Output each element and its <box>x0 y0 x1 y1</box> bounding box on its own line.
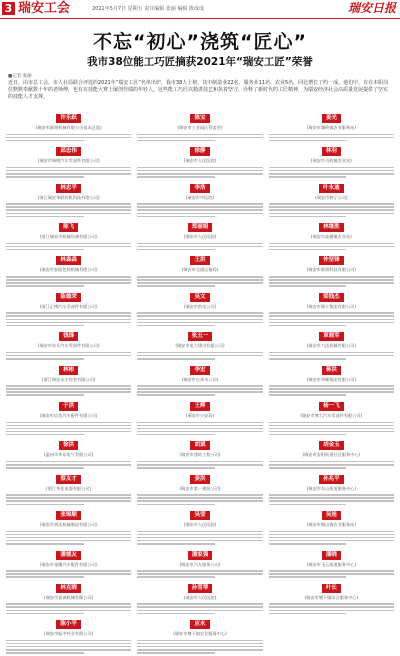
craftsman-affiliation: (瑞安市东升汽车零部件有限公司) <box>37 343 100 349</box>
craftsman-name-badge: 林森森 <box>56 256 81 265</box>
craftsman-bio-text <box>137 602 262 614</box>
craftsman-affiliation: (瑞安市博大汽车零部件有限公司) <box>300 412 363 418</box>
craftsman-entry <box>269 366 394 396</box>
craftsman-bio-text <box>137 311 262 326</box>
craftsman-entry <box>137 441 262 468</box>
craftsman-entry <box>137 402 262 435</box>
craftsman-bio-text <box>269 569 394 578</box>
craftsman-entry <box>269 256 394 286</box>
craftsman-bio-text <box>137 241 262 250</box>
craftsman-entry <box>269 293 394 326</box>
column-3 <box>269 114 394 654</box>
craftsman-entry <box>269 332 394 359</box>
craftsman-entry <box>137 475 262 505</box>
craftsman-entry <box>137 184 262 217</box>
craftsman-affiliation: (瑞安市中医院) <box>185 194 215 200</box>
column-1 <box>6 114 131 654</box>
craftsman-affiliation: (瑞安市人民医院) <box>183 234 217 240</box>
craftsman-name-badge: 林忠平 <box>56 184 81 193</box>
craftsman-name-badge: 吴连 <box>322 511 341 520</box>
craftsman-name-badge: 吴文 <box>190 293 209 302</box>
craftsman-entry <box>6 332 131 359</box>
craftsman-entry <box>269 441 394 468</box>
craftsman-name-badge: 蔡友才 <box>56 475 81 484</box>
craftsman-entry <box>6 223 131 250</box>
craftsman-name-badge: 张五一 <box>188 332 213 341</box>
craftsman-entry <box>6 551 131 578</box>
craftsman-name-badge: 郑丽娟 <box>188 223 213 232</box>
craftsman-entry <box>137 511 262 544</box>
craftsman-bio-text <box>137 420 262 435</box>
craftsman-name-badge: 吴莹 <box>190 511 209 520</box>
craftsman-affiliation: (瑞安市高楼镇农业站) <box>310 234 352 240</box>
craftsman-entry <box>137 147 262 177</box>
craftsman-affiliation: (瑞安市华峰集团有限公司) <box>306 376 356 382</box>
craftsman-name-badge: 陈小平 <box>56 620 81 629</box>
craftsman-entry <box>137 584 262 614</box>
craftsman-entry <box>137 256 262 286</box>
craftsman-affiliation: (瑞安市汽车服务公司) <box>179 561 221 567</box>
craftsman-affiliation: (浙江瑞安市机械设备有限公司) <box>39 234 98 240</box>
craftsman-name-badge: 陈宝 <box>190 114 209 123</box>
craftsman-name-badge: 胡金玉 <box>319 441 344 450</box>
craftsman-bio-text <box>137 274 262 286</box>
craftsman-affiliation: (瑞安市建筑工程公司) <box>179 452 221 458</box>
craftsman-affiliation: (瑞安市种子公司) <box>315 194 348 200</box>
craftsman-bio-text <box>6 165 131 177</box>
craftsman-affiliation: (瑞安市信达汽车配件有限公司) <box>39 412 98 418</box>
craftsman-entry <box>6 511 131 544</box>
craftsman-name-badge: 潘德友 <box>56 551 81 560</box>
craftsman-bio-text <box>6 241 131 250</box>
craftsman-entry <box>137 551 262 578</box>
craftsman-bio-text <box>6 132 131 141</box>
craftsman-bio-text <box>6 459 131 468</box>
craftsman-entry <box>137 223 262 250</box>
craftsman-affiliation: (瑞安市陶山镇农业服务站) <box>306 522 356 528</box>
craftsman-affiliation: (瑞安市飞云街道服务中心) <box>306 561 356 567</box>
craftsman-affiliation: (瑞安市人民医院) <box>183 158 217 164</box>
craftsman-entry <box>137 620 262 653</box>
craftsman-name-badge: 梁钱杰 <box>319 293 344 302</box>
craftsman-name-badge: 李浩 <box>190 184 209 193</box>
craftsman-bio-text <box>269 420 394 435</box>
craftsman-bio-text <box>6 493 131 505</box>
craftsman-name-badge: 陈德荣 <box>56 293 81 302</box>
craftsman-affiliation: (瑞安市东山街道服务中心) <box>306 485 356 491</box>
craftsman-affiliation: (浙江华佳电器有限公司) <box>46 485 92 491</box>
craftsman-bio-text <box>137 493 262 505</box>
craftsman-affiliation: (瑞安市联翔科技有限公司) <box>306 267 356 273</box>
craftsman-name-badge: 徐洪 <box>59 441 78 450</box>
byline: ■记者 张丽 <box>8 74 32 79</box>
craftsman-name-badge: 李宏 <box>190 366 209 375</box>
craftsman-name-badge: 胡斌 <box>190 441 209 450</box>
craftsman-affiliation: (瑞安市工业园区管委会) <box>177 125 223 130</box>
craftsman-name-badge: 姜洪 <box>190 475 209 484</box>
craftsman-affiliation: (瑞安市嘉诚机械有限公司) <box>43 594 94 600</box>
craftsman-affiliation: (瑞安市第一建筑公司) <box>179 485 221 491</box>
craftsman-affiliation: (瑞安市马屿镇农业站) <box>310 158 352 164</box>
issue-meta: 2021年5月7日 星期五 责任编辑 张丽 编辑 陈成成 <box>92 6 205 12</box>
craftsman-entry <box>6 441 131 468</box>
craftsman-entry <box>137 366 262 396</box>
craftsman-affiliation: (瑞安市自来水公司) <box>181 376 219 382</box>
craftsman-bio-text <box>137 202 262 217</box>
craftsman-bio-text <box>269 493 394 505</box>
craftsman-bio-text <box>269 274 394 286</box>
craftsman-affiliation: (瑞安市安阳包装机械有限公司) <box>39 267 98 273</box>
craftsman-bio-text <box>6 384 131 396</box>
craftsman-name-badge: 孙兆平 <box>319 475 344 484</box>
craftsman-entry <box>6 293 131 326</box>
craftsman-entry <box>6 620 131 653</box>
craftsman-bio-text <box>269 202 394 217</box>
newspaper-logo: 瑞安日报 <box>347 1 396 15</box>
craftsman-name-badge: 王洪 <box>190 256 209 265</box>
craftsman-entry <box>6 114 131 141</box>
craftsman-affiliation: (瑞安市振中药业有限公司) <box>43 631 94 637</box>
craftsman-bio-text <box>269 459 394 468</box>
craftsman-affiliation: (浙江瑞安永丰包装有限公司) <box>41 376 96 382</box>
craftsman-bio-text <box>137 132 262 141</box>
craftsman-entry <box>269 184 394 217</box>
craftsman-name-badge: 许乐跃 <box>56 114 81 123</box>
craftsman-affiliation: (瑞安市供电公司) <box>183 303 217 309</box>
craftsman-affiliation: (瑞安市力达机械有限公司) <box>306 343 356 349</box>
section-name: 瑞安工会 <box>18 1 71 16</box>
craftsman-bio-text <box>6 311 131 326</box>
craftsman-bio-text <box>269 384 394 396</box>
craftsman-name-badge: 叶长 <box>322 584 341 593</box>
craftsman-name-badge: 林克晓 <box>56 584 81 593</box>
craftsman-name-badge: 于洪 <box>59 402 78 411</box>
craftsman-bio-text <box>6 638 131 653</box>
craftsman-name-badge: 孙雪琴 <box>188 584 213 593</box>
craftsman-bio-text <box>6 569 131 578</box>
column-2 <box>137 114 262 654</box>
craftsman-affiliation: (瑞安市湖岭镇农业服务站) <box>306 125 356 130</box>
craftsman-affiliation: (瑞安市安阳街道社区服务中心) <box>302 452 361 458</box>
craftsmen-columns <box>6 114 394 654</box>
craftsman-bio-text <box>137 384 262 396</box>
craftsman-bio-text <box>137 350 262 359</box>
craftsman-name-badge: 林羽 <box>322 147 341 156</box>
craftsman-bio-text <box>137 165 262 177</box>
craftsman-bio-text <box>269 350 394 359</box>
craftsman-entry <box>269 402 394 435</box>
craftsman-entry <box>269 551 394 578</box>
craftsman-entry <box>6 475 131 505</box>
craftsman-entry <box>137 293 262 326</box>
craftsman-name-badge: 叶永迪 <box>319 184 344 193</box>
craftsman-affiliation: (瑞安市人民医院) <box>183 522 217 528</box>
craftsman-bio-text <box>137 569 262 578</box>
craftsman-affiliation: (瑞安市塘下镇农业服务中心) <box>173 631 227 637</box>
craftsman-name-badge: 林继胜 <box>319 223 344 232</box>
craftsman-entry <box>269 223 394 250</box>
craftsman-name-badge: 陈飞 <box>59 223 78 232</box>
craftsman-entry <box>6 184 131 217</box>
craftsman-affiliation: (瑞安市电力建设有限公司) <box>175 343 225 349</box>
craftsman-name-badge: 王辉 <box>190 402 209 411</box>
page-header <box>0 0 400 19</box>
article-subtitle: 我市38位能工巧匠摘获2021年“瑞安工匠”荣誉 <box>87 56 313 68</box>
craftsman-affiliation: (瑞安市瑞立集团有限公司) <box>306 303 356 309</box>
craftsman-bio-text <box>6 350 131 359</box>
craftsman-entry <box>269 475 394 505</box>
craftsman-name-badge: 应永 <box>190 620 209 629</box>
craftsman-entry <box>269 147 394 177</box>
craftsman-affiliation: (瑞安市公安局) <box>185 412 215 418</box>
craftsman-name-badge: 潘家强 <box>188 551 213 560</box>
section-number: 3 <box>2 2 15 15</box>
craftsman-name-badge: 邱忠伟 <box>56 147 81 156</box>
craftsman-bio-text <box>269 529 394 544</box>
craftsman-entry <box>137 114 262 141</box>
craftsman-bio-text <box>137 638 262 653</box>
craftsman-bio-text <box>269 132 394 141</box>
craftsman-bio-text <box>269 311 394 326</box>
craftsman-bio-text <box>269 241 394 250</box>
craftsman-name-badge: 潘晓 <box>322 551 341 560</box>
craftsman-affiliation: (温州市华东电气有限公司) <box>43 452 94 458</box>
craftsman-entry <box>6 256 131 286</box>
craftsman-bio-text <box>6 529 131 544</box>
craftsman-affiliation: (瑞安市交通运输局) <box>181 267 219 273</box>
craftsman-entry <box>6 366 131 396</box>
craftsman-name-badge: 张锦顺 <box>56 511 81 520</box>
craftsman-affiliation: (瑞安市人民医院) <box>183 594 217 600</box>
craftsman-bio-text <box>269 602 394 614</box>
craftsman-entry <box>6 584 131 614</box>
craftsman-affiliation: (浙江正博汽车零部件有限公司) <box>39 303 98 309</box>
craftsman-bio-text <box>6 274 131 286</box>
craftsman-affiliation: (瑞安市塘下镇综合服务中心) <box>304 594 359 600</box>
craftsman-affiliation: (瑞安市金鹰汽车配件有限公司) <box>39 561 98 567</box>
craftsman-affiliation: (瑞安市联翔机械有限公司技术总监) <box>35 125 102 130</box>
craftsman-bio-text <box>137 459 262 468</box>
craftsman-name-badge: 仲坚锋 <box>319 256 344 265</box>
lead-paragraph: 近日，由市总工会、市人社局联合评选的2021年“瑞安工匠”名单出炉，我市38人上榜，其中制造业22名、服务业11名、农业5名，同比增长了约一成。他们中，有在本职岗位默默奉献数十年的老师傅，也有在技能大赛上屡创佳绩的年轻人。这些能工巧匠以精湛技艺和执着坚守，诠释了新时代的工匠精神，为瑞安经济社会高质量发展提供了坚实的技能人才支撑。 <box>8 80 389 101</box>
craftsman-bio-text <box>6 202 131 217</box>
craftsman-bio-text <box>6 602 131 614</box>
craftsman-bio-text <box>6 420 131 435</box>
craftsman-name-badge: 章晓军 <box>319 332 344 341</box>
craftsman-entry <box>6 147 131 177</box>
craftsman-affiliation: (瑞安市鸿达机械制造有限公司) <box>39 522 98 528</box>
craftsman-name-badge: 钱锋 <box>59 332 78 341</box>
craftsman-entry <box>137 332 262 359</box>
craftsman-name-badge: 蒋洪 <box>322 366 341 375</box>
craftsman-entry <box>269 114 394 141</box>
craftsman-entry <box>269 511 394 544</box>
craftsman-name-badge: 杨一飞 <box>319 402 344 411</box>
article-title: 不忘“初心”浇筑“匠心” <box>93 31 307 53</box>
craftsman-affiliation: (瑞安市瑞明汽车零部件有限公司) <box>37 158 100 164</box>
craftsman-name-badge: 徐静 <box>190 147 209 156</box>
craftsman-entry <box>6 402 131 435</box>
craftsman-entry <box>269 584 394 614</box>
craftsman-bio-text <box>137 529 262 544</box>
craftsman-bio-text <box>269 165 394 177</box>
craftsman-affiliation: (浙江瑞安华联药机科技有限公司) <box>37 194 100 200</box>
craftsman-name-badge: 姜光 <box>322 114 341 123</box>
craftsman-name-badge: 林彬 <box>59 366 78 375</box>
